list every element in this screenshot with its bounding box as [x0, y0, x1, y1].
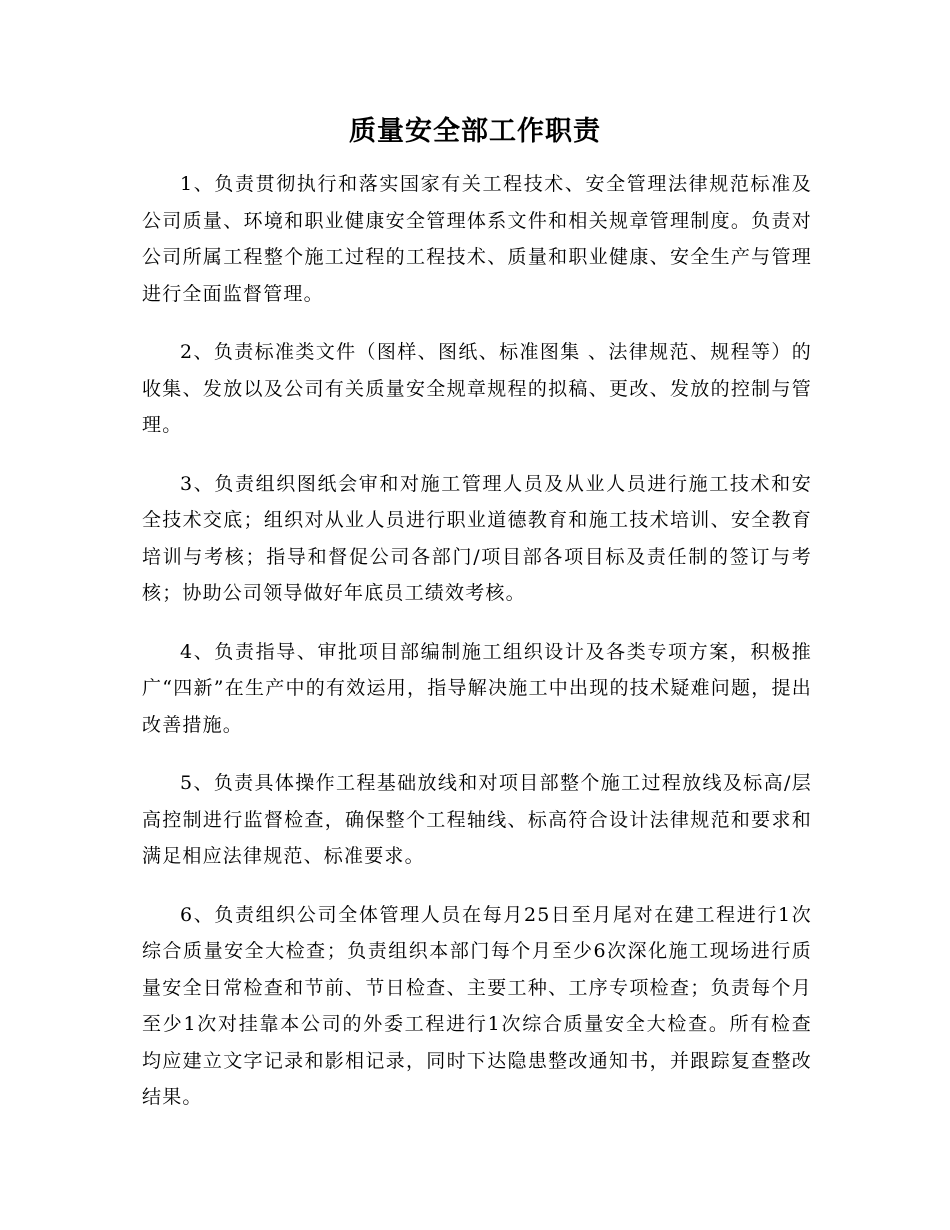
paragraph-6: 6、负责组织公司全体管理人员在每月25日至月尾对在建工程进行1次综合质量安全大检查；负责组织本部门每个月至少6次深化施工现场进行质量安全日常检查和节前、节日检查、主要工种、工序专项检查；负责每个月至少1次对挂靠本公司的外委工程进行1次综合质量安全大检查。所有检查均应建立文字记录和影相记录，同时下达隐患整改通知书，并跟踪复查整改结果。 — [142, 903, 812, 1108]
paragraph-3: 3、负责组织图纸会审和对施工管理人员及从业人员进行施工技术和安全技术交底；组织对从业人员进行职业道德教育和施工技术培训、安全教育培训与考核；指导和督促公司各部门/项目部各项目标及责任制的签订与考核；协助公司领导做好年底员工绩效考核。 — [142, 472, 812, 604]
document-title: 质量安全部工作职责 — [349, 116, 601, 147]
paragraph-4: 4、负责指导、审批项目部编制施工组织设计及各类专项方案，积极推广“四新”在生产中的有效运用，指导解决施工中出现的技术疑难问题，提出改善措施。 — [142, 640, 812, 736]
paragraph-2: 2、负责标准类文件（图样、图纸、标准图集 、法律规范、规程等）的收集、发放以及公司有关质量安全规章规程的拟稿、更改、发放的控制与管理。 — [142, 341, 812, 436]
paragraph-1: 1、负责贯彻执行和落实国家有关工程技术、安全管理法律规范标准及公司质量、环境和职业健康安全管理体系文件和相关规章管理制度。负责对公司所属工程整个施工过程的工程技术、质量和职业健康、安全生产与管理进行全面监督管理。 — [142, 173, 812, 305]
paragraph-5: 5、负责具体操作工程基础放线和对项目部整个施工过程放线及标高/层高控制进行监督检查，确保整个工程轴线、标高符合设计法律规范和要求和满足相应法律规范、标准要求。 — [142, 772, 812, 867]
document-body — [142, 166, 812, 1138]
